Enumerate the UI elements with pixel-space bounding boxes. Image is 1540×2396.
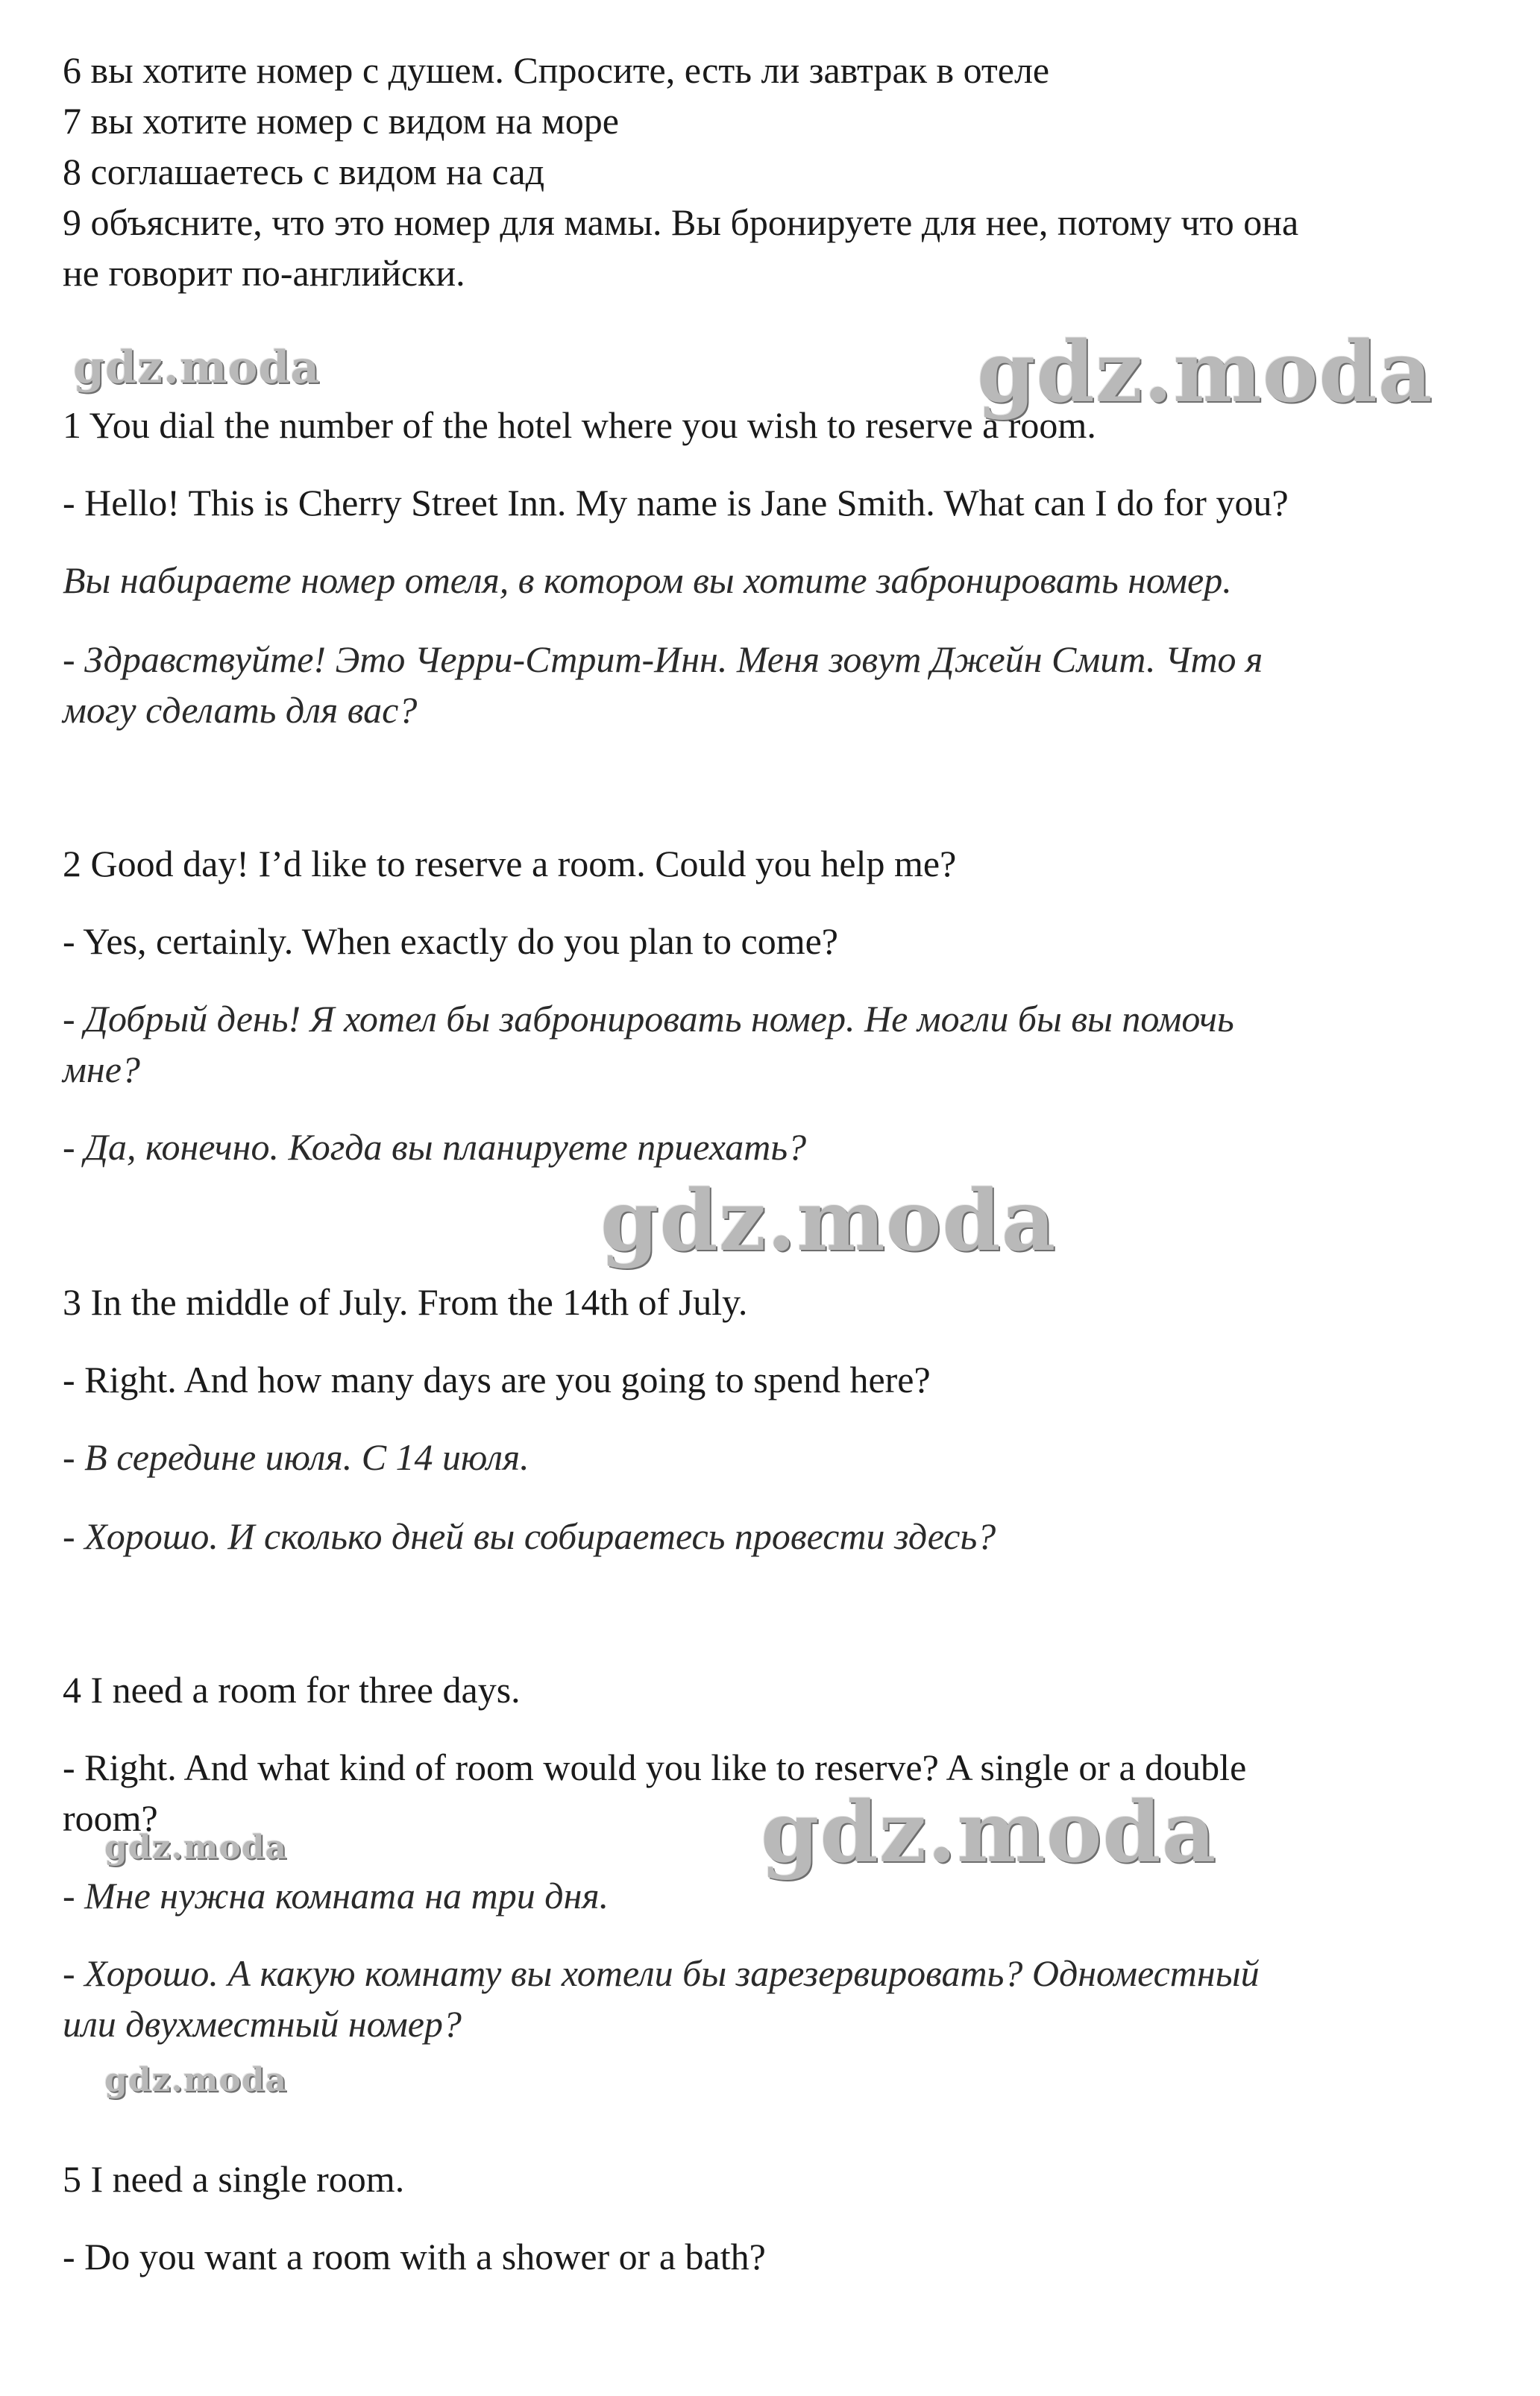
dialogue-3-en-reply: - Right. And how many days are you going to spend here? <box>63 1359 931 1400</box>
dialogue-4-en-reply-cont: room? <box>63 1797 158 1839</box>
dialogue-4-ru-line: - Мне нужна комната на три дня. <box>63 1875 609 1917</box>
dialogue-2-ru-reply: - Да, конечно. Когда вы планируете приехать? <box>63 1126 807 1168</box>
dialogue-1-ru-reply-cont: могу сделать для вас? <box>63 689 418 731</box>
task-item-6: 6 вы хотите номер с душем. Спросите, есть ли завтрак в отеле <box>63 49 1050 91</box>
dialogue-1-en-reply: - Hello! This is Cherry Street Inn. My name is Jane Smith. What can I do for you? <box>63 482 1289 523</box>
dialogue-4-en-line: 4 I need a room for three days. <box>63 1669 521 1711</box>
dialogue-4-ru-reply: - Хорошо. А какую комнату вы хотели бы зарезервировать? Одноместный <box>63 1952 1260 1994</box>
dialogue-2-en-line: 2 Good day! I’d like to reserve a room. Could you help me? <box>63 843 957 884</box>
task-item-9: 9 объясните, что это номер для мамы. Вы бронируете для нее, потому что она <box>63 201 1299 243</box>
dialogue-1-en-line: 1 You dial the number of the hotel where you wish to reserve a room. <box>63 404 1096 446</box>
dialogue-3-ru-line: - В середине июля. С 14 июля. <box>63 1436 529 1478</box>
watermark-logo: gdz.moda <box>104 2061 288 2099</box>
task-item-9-cont: не говорит по-английски. <box>63 252 465 294</box>
watermark-logo: gdz.moda <box>600 1172 1057 1270</box>
watermark-logo: gdz.moda <box>104 1829 288 1867</box>
dialogue-1-ru-reply: - Здравствуйте! Это Черри-Стрит-Инн. Меня зовут Джейн Смит. Что я <box>63 638 1263 680</box>
dialogue-2-en-reply: - Yes, certainly. When exactly do you plan to come? <box>63 920 838 962</box>
dialogue-5-en-reply: - Do you want a room with a shower or a bath? <box>63 2236 766 2277</box>
dialogue-2-ru-line: - Добрый день! Я хотел бы забронировать номер. Не могли бы вы помочь <box>63 998 1234 1040</box>
watermark-logo: gdz.moda <box>73 342 321 394</box>
watermark-logo: gdz.moda <box>761 1784 1217 1881</box>
dialogue-1-ru-line: Вы набираете номер отеля, в котором вы хотите забронировать номер. <box>63 559 1232 601</box>
dialogue-3-en-line: 3 In the middle of July. From the 14th of July. <box>63 1281 748 1323</box>
task-item-7: 7 вы хотите номер с видом на море <box>63 100 619 142</box>
dialogue-5-en-line: 5 I need a single room. <box>63 2158 405 2200</box>
dialogue-2-ru-line-cont: мне? <box>63 1048 140 1090</box>
watermark-logo: gdz.moda <box>977 324 1433 421</box>
dialogue-3-ru-reply: - Хорошо. И сколько дней вы собираетесь провести здесь? <box>63 1515 996 1557</box>
dialogue-4-en-reply: - Right. And what kind of room would you like to reserve? A single or a double <box>63 1746 1247 1788</box>
task-item-8: 8 соглашаетесь с видом на сад <box>63 151 545 192</box>
dialogue-4-ru-reply-cont: или двухместный номер? <box>63 2003 462 2045</box>
